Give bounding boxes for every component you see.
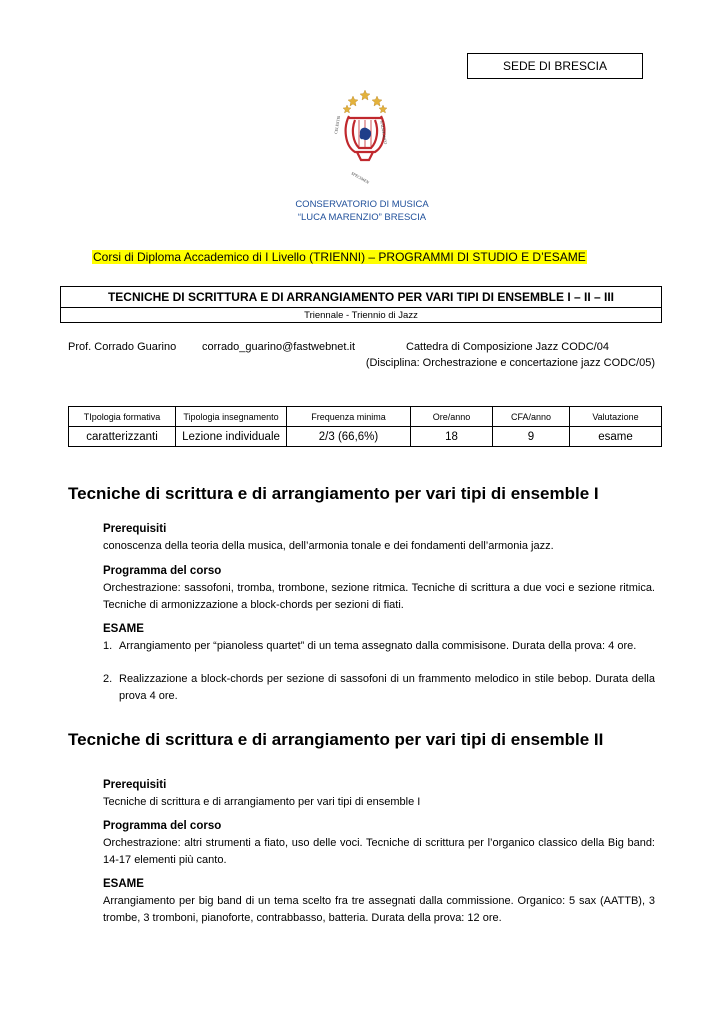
logo-text-bottom: SPECIMEN [350, 170, 371, 185]
section-2-prereq: Tecniche di scrittura e di arrangiamento per vari tipi di ensemble I [103, 796, 421, 808]
logo-text-left: CELESTIS [333, 115, 342, 135]
table-cell: caratterizzanti [69, 427, 176, 447]
table-header-row [69, 407, 662, 427]
conservatorio-line-2: “LUCA MARENZIO” BRESCIA [297, 212, 427, 223]
course-title-box [60, 286, 662, 323]
stars-icon [343, 90, 387, 113]
section-2-esame-label: ESAME [103, 878, 144, 890]
list-item: 1. Arrangiamento per “pianoless quartet” di un tema assegnato dalla commisisone. Durata della prova: 4 ore. [103, 638, 655, 655]
section-1-prereq-label: Prerequisiti [103, 523, 167, 535]
highlighted-heading: Corsi di Diploma Accademico di I Livello (TRIENNI) – PROGRAMMI DI STUDIO E D’ESAME [93, 250, 586, 264]
list-item: 2. Realizzazione a block-chords per sezione di sassofoni di un frammento melodico in stile bebop. Durata della prova 4 ore. [103, 673, 655, 702]
professor-email: corrado_guarino@fastwebnet.it [202, 341, 356, 353]
section-1-programma-label: Programma del corso [103, 565, 222, 577]
logo-text-right: CONCENTUS [378, 120, 388, 145]
section-1-title: Tecniche di scrittura e di arrangiamento per vari tipi di ensemble I [68, 484, 599, 503]
table-cell: esame [570, 427, 662, 447]
info-table [68, 406, 662, 447]
table-header: Ore/anno [411, 407, 493, 427]
course-title: TECNICHE DI SCRITTURA E DI ARRANGIAMENTO PER VARI TIPI DI ENSEMBLE I – II – III [61, 287, 661, 308]
course-subtitle: Triennale - Triennio di Jazz [304, 309, 418, 321]
table-cell: 18 [411, 427, 493, 447]
table-header: TIpologia formativa [69, 407, 176, 427]
list-number: 2. [103, 673, 113, 685]
conservatorio-logo [333, 86, 397, 186]
section-1-programma: Orchestrazione: sassofoni, tromba, trombone, sezione ritmica. Tecniche di scrittura a due voci e sezione ritmica. Tecniche di armonizzazione a block-chords per sezioni di fiati. [103, 582, 655, 611]
table-header: CFA/anno [493, 407, 570, 427]
disciplina: (Disciplina: Orchestrazione e concertazione jazz CODC/05) [365, 357, 655, 369]
section-1-esame-label: ESAME [103, 623, 144, 635]
table-header: Frequenza minima [287, 407, 411, 427]
conservatorio-line-1: CONSERVATORIO DI MUSICA [295, 199, 429, 210]
sede-box: SEDE DI BRESCIA [467, 53, 643, 79]
section-2-programma: Orchestrazione: altri strumenti a fiato, uso delle voci. Tecniche di scrittura per l’organico classico della Big band: 14-17 elementi più canto. [103, 837, 655, 866]
lion-icon [360, 128, 371, 140]
cattedra: Cattedra di Composizione Jazz CODC/04 [406, 341, 609, 353]
list-number: 1. [103, 640, 113, 652]
table-cell: 2/3 (66,6%) [287, 427, 411, 447]
table-cell: 9 [493, 427, 570, 447]
table-cell: Lezione individuale [176, 427, 287, 447]
table-header: Valutazione [570, 407, 662, 427]
table-row [69, 427, 662, 447]
table-header: Tipologia insegnamento [176, 407, 287, 427]
professor-name: Prof. Corrado Guarino [68, 341, 177, 353]
section-2-prereq-label: Prerequisiti [103, 779, 167, 791]
section-2-title: Tecniche di scrittura e di arrangiamento per vari tipi di ensemble II [68, 730, 604, 749]
section-1-prereq: conoscenza della teoria della musica, dell’armonia tonale e dei fondamenti dell’armonia jazz. [103, 540, 554, 552]
section-2-programma-label: Programma del corso [103, 820, 222, 832]
section-2-esame: Arrangiamento per big band di un tema scelto fra tre assegnati dalla commissione. Organico: 5 sax (AATTB), 3 trombe, 3 tromboni, pianoforte, contrabbasso, batteria. Durata della prova: 12 ore. [103, 895, 655, 924]
